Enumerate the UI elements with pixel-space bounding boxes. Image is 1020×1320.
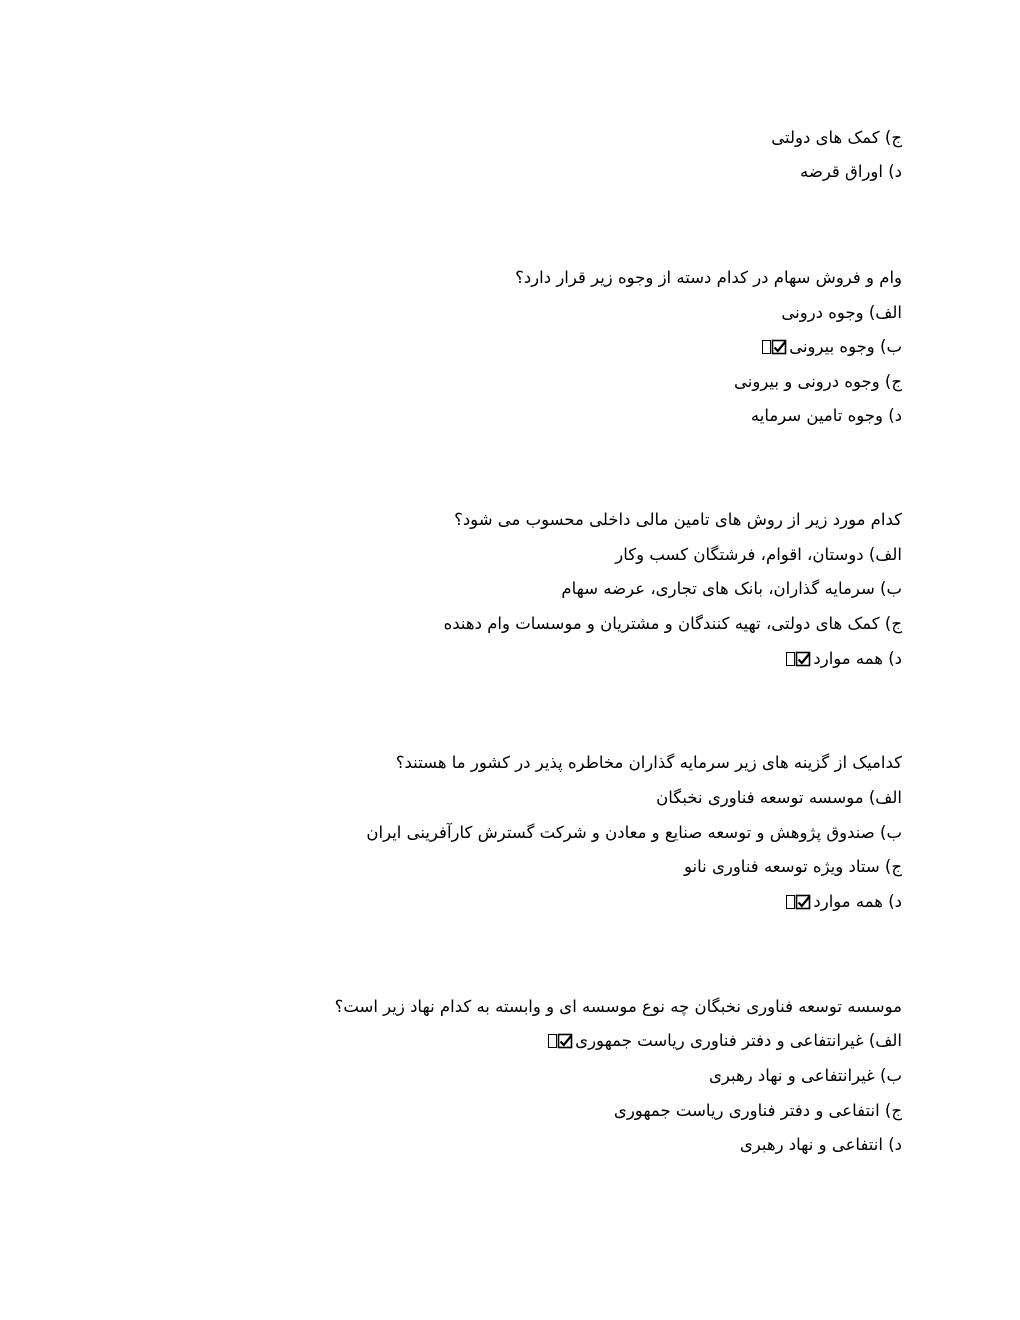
checked-box-icon [557,1033,573,1049]
empty-box-icon [786,895,795,909]
empty-box-icon [548,1034,557,1048]
answer-mark [759,337,787,361]
question-1-option-c: ج) وجوه درونی و بیرونی [734,372,902,391]
question-4-text: موسسه توسعه فناوری نخبگان چه نوع موسسه ای و وابسته به کدام نهاد زیر است؟ [334,997,902,1016]
question-3-option-c: ج) ستاد ویژه توسعه فناوری نانو [683,857,902,876]
option-label: د) همه موارد [813,649,902,668]
question-1-option-b [759,335,902,361]
question-3-text: کدامیک از گزینه های زیر سرمایه گذاران مخاطره پذیر در کشور ما هستند؟ [395,753,902,772]
question-2-option-c: ج) کمک های دولتی، تهیه کنندگان و مشتریان و موسسات وام دهنده [443,614,902,633]
empty-box-icon [786,652,795,666]
question-4-option-b: ب) غیرانتفاعی و نهاد رهبری [709,1066,902,1085]
prev-question-option-d: د) اوراق قرضه [799,162,902,181]
checked-box-icon [771,339,787,355]
question-4-option-c: ج) انتفاعی و دفتر فناوری ریاست جمهوری [613,1101,902,1120]
option-label: د) همه موارد [813,892,902,911]
prev-question-option-c: ج) کمک های دولتی [771,128,902,147]
checked-box-icon [795,894,811,910]
question-2-option-b: ب) سرمایه گذاران، بانک های تجاری، عرضه سهام [561,579,902,598]
question-1-text: وام و فروش سهام در کدام دسته از وجوه زیر قرار دارد؟ [515,268,902,287]
answer-mark [783,649,811,673]
checked-box-icon [795,651,811,667]
question-2-option-a: الف) دوستان، اقوام، فرشتگان کسب وکار [615,545,902,564]
answer-mark [783,892,811,916]
question-2-option-d [783,647,902,673]
question-3-option-a: الف) موسسه توسعه فناوری نخبگان [656,788,902,807]
question-2-text: کدام مورد زیر از روش های تامین مالی داخلی محسوب می شود؟ [454,510,902,529]
question-1-option-d: د) وجوه تامین سرمایه [750,406,902,425]
option-label: الف) غیرانتفاعی و دفتر فناوری ریاست جمهوری [575,1031,902,1050]
option-label: ب) وجوه بیرونی [789,337,902,356]
question-3-option-b: ب) صندوق پژوهش و توسعه صنایع و معادن و شرکت گسترش کارآفرینی ایران [366,823,902,842]
question-4-option-d: د) انتفاعی و نهاد رهبری [739,1135,902,1154]
question-4-option-a [545,1029,902,1055]
question-1-option-a: الف) وجوه درونی [781,303,902,322]
empty-box-icon [762,340,771,354]
question-3-option-d [783,890,902,916]
answer-mark [545,1031,573,1055]
